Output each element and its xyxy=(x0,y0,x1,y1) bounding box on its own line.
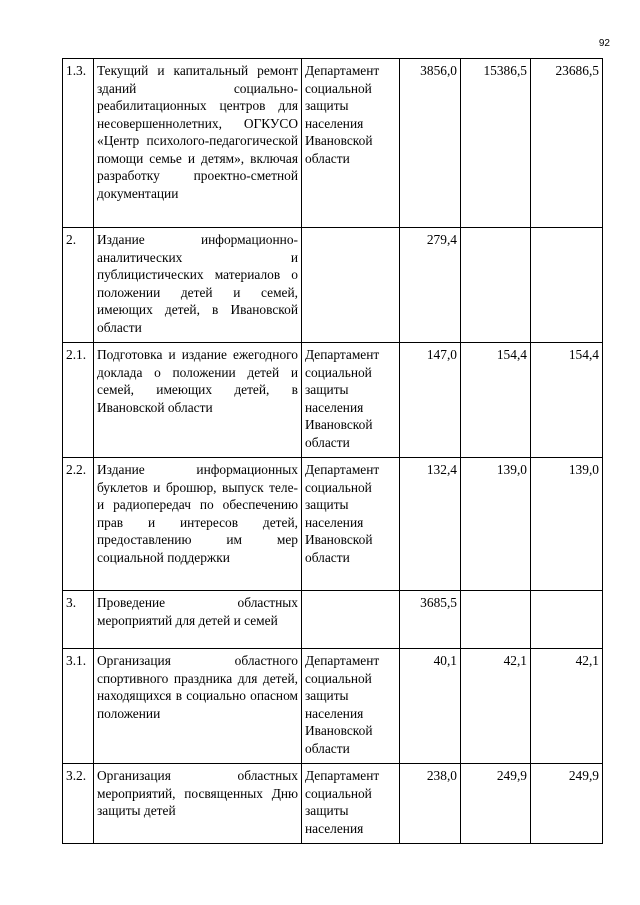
funding-value-3: 249,9 xyxy=(531,764,603,844)
funding-value-1: 238,0 xyxy=(400,764,461,844)
table-row xyxy=(63,649,603,764)
measure-name: Текущий и капитальный ремонт зданий социально-реабилитационных центров для несовершеннолетних, ОГКУСО «Центр психолого-педагогической помощи семье и детям», включая разработку проектно-сметной документации xyxy=(94,59,302,228)
funding-value-2: 139,0 xyxy=(461,458,531,591)
measure-name: Организация областных мероприятий, посвященных Дню защиты детей xyxy=(94,764,302,844)
funding-value-3: 23686,5 xyxy=(531,59,603,228)
funding-value-1: 40,1 xyxy=(400,649,461,764)
funding-value-1: 279,4 xyxy=(400,228,461,343)
funding-value-1: 147,0 xyxy=(400,343,461,458)
funding-value-3 xyxy=(531,228,603,343)
funding-value-3 xyxy=(531,591,603,649)
executor: Департамент социальной защиты населения Ивановской области xyxy=(302,649,400,764)
item-number: 3. xyxy=(63,591,94,649)
item-number: 2.1. xyxy=(63,343,94,458)
funding-value-3: 42,1 xyxy=(531,649,603,764)
table-row xyxy=(63,591,603,649)
measure-name: Издание информационных буклетов и брошюр, выпуск теле- и радиопередач по обеспечению прав и интересов детей, предоставлению им мер социальной поддержки xyxy=(94,458,302,591)
measure-name: Издание информационно-аналитических и публицистических материалов о положении детей и семей, имеющих детей, в Ивановской области xyxy=(94,228,302,343)
page-number: 92 xyxy=(598,38,610,49)
funding-value-2 xyxy=(461,228,531,343)
item-number: 2. xyxy=(63,228,94,343)
executor: Департамент социальной защиты населения Ивановской области xyxy=(302,59,400,228)
measure-name: Подготовка и издание ежегодного доклада о положении детей и семей, имеющих детей, в Ивановской области xyxy=(94,343,302,458)
table-row xyxy=(63,228,603,343)
table-row xyxy=(63,458,603,591)
funding-value-1: 3856,0 xyxy=(400,59,461,228)
executor: Департамент социальной защиты населения Ивановской области xyxy=(302,343,400,458)
item-number: 3.2. xyxy=(63,764,94,844)
measure-name: Проведение областных мероприятий для детей и семей xyxy=(94,591,302,649)
table-row xyxy=(63,59,603,228)
measures-table xyxy=(62,58,603,844)
funding-value-2: 15386,5 xyxy=(461,59,531,228)
item-number: 3.1. xyxy=(63,649,94,764)
funding-value-3: 154,4 xyxy=(531,343,603,458)
funding-value-3: 139,0 xyxy=(531,458,603,591)
table-row xyxy=(63,343,603,458)
executor xyxy=(302,228,400,343)
item-number: 1.3. xyxy=(63,59,94,228)
executor xyxy=(302,591,400,649)
funding-value-1: 3685,5 xyxy=(400,591,461,649)
funding-value-2: 42,1 xyxy=(461,649,531,764)
funding-value-2: 249,9 xyxy=(461,764,531,844)
funding-value-2 xyxy=(461,591,531,649)
item-number: 2.2. xyxy=(63,458,94,591)
table-row xyxy=(63,764,603,844)
measure-name: Организация областного спортивного праздника для детей, находящихся в социально опасном положении xyxy=(94,649,302,764)
funding-value-2: 154,4 xyxy=(461,343,531,458)
funding-value-1: 132,4 xyxy=(400,458,461,591)
executor: Департамент социальной защиты населения xyxy=(302,764,400,844)
executor: Департамент социальной защиты населения Ивановской области xyxy=(302,458,400,591)
